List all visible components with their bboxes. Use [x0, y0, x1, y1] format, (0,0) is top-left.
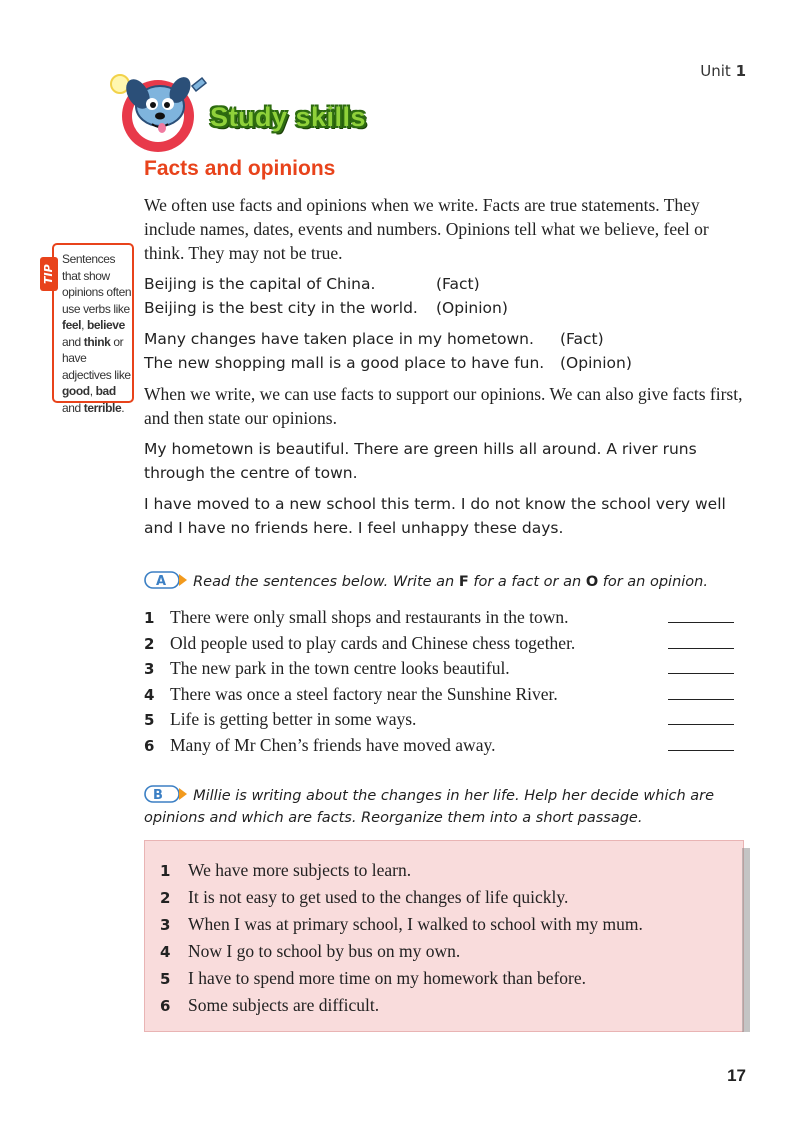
answer-blank[interactable] [668, 734, 734, 751]
answer-blank[interactable] [668, 632, 734, 649]
list-item: 4 Now I go to school by bus on my own. [160, 941, 461, 961]
task-a-badge [144, 571, 188, 589]
study-skills-banner: Study skills [210, 102, 367, 132]
list-item: 3 When I was at primary school, I walked to school with my mum. [160, 914, 643, 934]
list-item: 2 It is not easy to get used to the changes of life quickly. [160, 887, 569, 907]
list-item: 3 The new park in the town centre looks beautiful. [144, 657, 734, 683]
task-b-instruction: B Millie is writing about the changes in her life. Help her decide which are opinions and which are facts. Reorganize them into a short passage. [144, 785, 744, 829]
note-shadow-edge [742, 848, 750, 1032]
page-number: 17 [727, 1066, 746, 1085]
task-a-badge-label: A [155, 574, 167, 589]
list-item: 5 I have to spend more time on my homework than before. [160, 968, 587, 988]
task-b-list [160, 860, 643, 1022]
list-item: 6 Some subjects are difficult. [160, 995, 380, 1015]
answer-blank[interactable] [668, 657, 734, 674]
answer-blank[interactable] [668, 708, 734, 725]
list-item: 5 Life is getting better in some ways. [144, 708, 734, 734]
examples-group-2 [144, 327, 632, 375]
list-item: 4 There was once a steel factory near the Sunshine River. [144, 683, 734, 709]
tip-text: Sentences that show opinions often use verbs like feel, believe and think or have adjectives like good, bad and terrible. [62, 252, 132, 415]
task-b-badge-label: B [153, 788, 163, 803]
section-title: Facts and opinions [144, 157, 336, 180]
list-item: 1 There were only small shops and restaurants in the town. [144, 606, 734, 632]
list-item: 1 We have more subjects to learn. [160, 860, 412, 880]
dog-mascot-logo [110, 64, 220, 154]
example-paragraph-2: I have moved to a new school this term. I do not know the school very well and I have no friends here. I feel unhappy these days. [144, 495, 726, 537]
answer-blank[interactable] [668, 683, 734, 700]
example-row: The new shopping mall is a good place to have fun. (Opinion) [144, 354, 632, 372]
list-item: 6 Many of Mr Chen’s friends have moved away. [144, 734, 734, 760]
examples-group-1 [144, 272, 508, 320]
list-item: 2 Old people used to play cards and Chinese chess together. [144, 632, 734, 658]
intro-paragraph: We often use facts and opinions when we write. Facts are true statements. They include names, dates, events and numbers. Opinions tell what we believe, feel or think. They may not be true. [144, 195, 709, 263]
example-row: Beijing is the capital of China. (Fact) [144, 275, 480, 293]
example-row: Many changes have taken place in my hometown. (Fact) [144, 330, 604, 348]
task-a-list [144, 606, 734, 759]
task-b-note-box [144, 840, 744, 1032]
task-b-badge [144, 785, 188, 803]
support-paragraph: When we write, we can use facts to support our opinions. We can also give facts first, and then state our opinions. [144, 384, 743, 428]
task-a-instruction: A Read the sentences below. Write an F for a fact or an O for an opinion. [144, 571, 744, 593]
example-paragraph-1: My hometown is beautiful. There are green hills all around. A river runs through the centre of town. [144, 440, 697, 482]
answer-blank[interactable] [668, 606, 734, 623]
unit-label: Unit 1 [700, 62, 746, 80]
tip-label: TIP [40, 257, 58, 291]
tip-box [42, 243, 134, 415]
example-row: Beijing is the best city in the world. (Opinion) [144, 299, 508, 317]
